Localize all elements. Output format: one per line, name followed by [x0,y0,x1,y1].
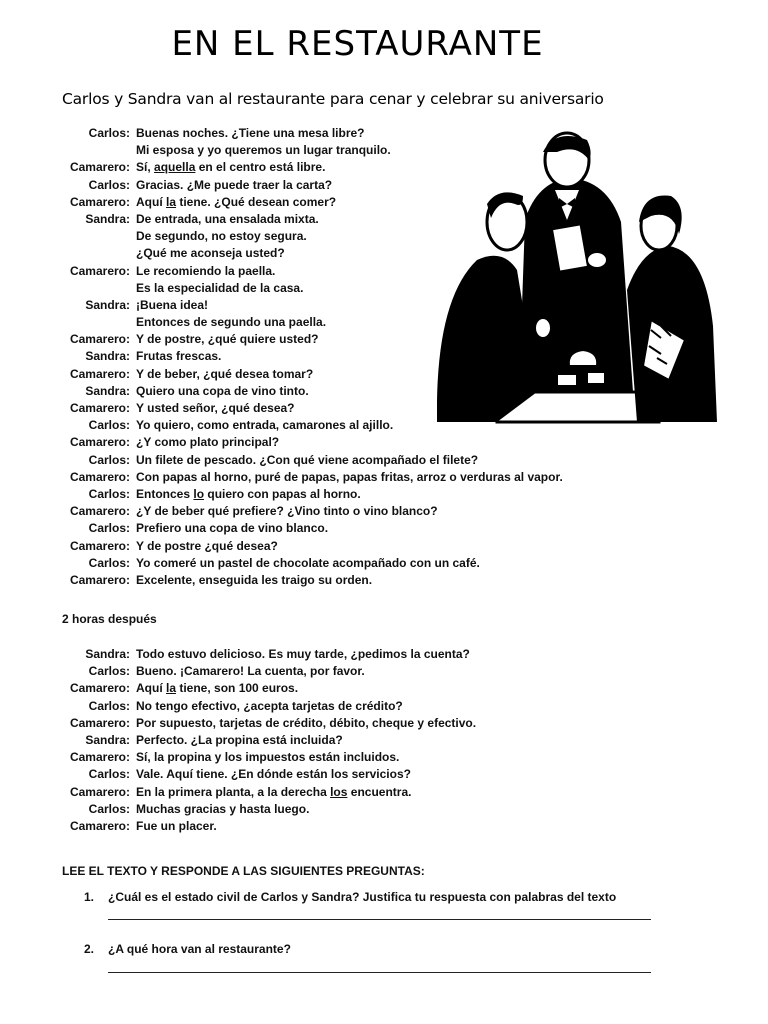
dialog-text: Entonces de segundo una paella. [136,315,327,330]
speaker-label: Camarero: [69,435,130,450]
speaker-label: Sandra: [85,211,130,226]
dialog-text: Le recomiendo la paella. [136,263,276,278]
dialog-text: ¿Y de beber qué prefiere? ¿Vino tinto o vino blanco? [136,504,438,519]
speaker-label: Carlos: [88,486,130,501]
speaker-label: Sandra: [85,732,130,747]
speaker-label: Camarero: [69,784,130,799]
dialog-text [136,486,361,503]
underlined-pronoun: aquella [154,160,196,175]
dialog-text-part: Aquí [136,194,166,209]
speaker-label: Carlos: [88,698,130,713]
dialog-text: De entrada, una ensalada mixta. [136,211,319,226]
dialog-line [58,555,618,572]
dialog-text: Vale. Aquí tiene. ¿En dónde están los servicios? [136,767,411,782]
dialog-text-part: quiero con papas al horno. [204,486,361,501]
dialog-text: Todo estuvo delicioso. Es muy tarde, ¿pedimos la cuenta? [136,647,470,661]
dialog-text: Y de beber, ¿qué desea tomar? [136,366,314,381]
speaker-label: Camarero: [69,366,130,381]
dialog-text: Prefiero una copa de vino blanco. [136,521,329,536]
speaker-label: Carlos: [88,418,130,433]
dialog-text: Gracias. ¿Me puede traer la carta? [136,177,333,192]
dialog-text: De segundo, no estoy segura. [136,229,307,244]
instructions-heading: LEE EL TEXTO Y RESPONDE A LAS SIGUIENTES PREGUNTAS: [62,864,425,878]
dialog-text-part: En la primera planta, a la derecha [136,784,331,799]
dialog-text-part: Aquí [136,681,166,696]
question-number: 1. [84,890,95,904]
dialog-text [136,680,298,697]
dialog-text [136,194,336,211]
dialog-line [58,680,618,697]
underlined-pronoun: la [166,681,177,696]
dialog-text: ¿Qué me aconseja usted? [136,246,285,261]
dialog-line [58,572,618,589]
speaker-label: Carlos: [88,126,130,140]
dialog-text: Mi esposa y yo queremos un lugar tranquilo. [136,143,391,158]
dialog-text: Con papas al horno, puré de papas, papas fritas, arroz o verduras al vapor. [136,469,563,484]
dialog-text: Un filete de pescado. ¿Con qué viene acompañado el filete? [136,452,479,467]
dialog-text: Bueno. ¡Camarero! La cuenta, por favor. [136,664,365,679]
dialog-text: No tengo efectivo, ¿acepta tarjetas de crédito? [136,698,403,713]
underlined-pronoun: los [330,784,348,799]
speaker-label: Carlos: [88,664,130,679]
page-title: EN EL RESTAURANTE [171,24,544,64]
speaker-label: Camarero: [69,715,130,730]
speaker-label: Camarero: [69,681,130,696]
dialog-line [58,663,618,680]
speaker-label: Camarero: [69,538,130,553]
dialog-line [58,784,618,801]
speaker-label: Carlos: [88,452,130,467]
dialog-text: Buenas noches. ¿Tiene una mesa libre? [136,126,365,140]
dialog-line [58,766,618,783]
speaker-label: Camarero: [69,818,130,833]
dialog-line [58,486,618,503]
speaker-label: Camarero: [69,401,130,415]
question-number: 2. [84,942,95,956]
dialog-line [58,646,618,663]
dialog-text-part: tiene, son 100 euros. [176,681,299,696]
speaker-label: Camarero: [69,332,130,347]
speaker-label: Sandra: [85,349,130,364]
dialog-line [58,503,618,520]
dialog-line [58,715,618,732]
dialog-text: Perfecto. ¿La propina está incluida? [136,732,343,747]
speaker-label: Camarero: [69,160,130,175]
speaker-label: Sandra: [85,383,130,398]
dialog-text-part: Sí, [136,160,155,175]
underlined-pronoun: lo [193,486,205,501]
dialog-line [58,469,618,486]
dialog-text: Excelente, enseguida les traigo su orden. [136,572,373,587]
dialog-line [58,801,618,818]
dialog-line [58,749,618,766]
dialog-text: Fue un placer. [136,818,217,833]
dialog-text: Por supuesto, tarjetas de crédito, débito, cheque y efectivo. [136,715,477,730]
dialog-text-part: en el centro está libre. [195,160,326,175]
dialog-text: ¡Buena idea! [136,297,209,312]
dialog-text-part: encuentra. [347,784,412,799]
dialog-text: Y de postre ¿qué desea? [136,538,278,553]
dialog-line [58,452,618,469]
speaker-label: Camarero: [69,572,130,587]
dialog-text: Muchas gracias y hasta luego. [136,801,310,816]
dialog-text [136,159,325,176]
dialog-text: Quiero una copa de vino tinto. [136,383,309,398]
speaker-label: Camarero: [69,194,130,209]
dialog-line [58,538,618,555]
restaurant-scene-illustration [437,130,717,426]
dialog-text-part: Entonces [136,486,194,501]
question-text: ¿Cuál es el estado civil de Carlos y Sandra? Justifica tu respuesta con palabras del texto [108,890,617,904]
dialog-text: Es la especialidad de la casa. [136,280,304,295]
dialog-line [58,520,618,537]
dialog-text [136,784,411,801]
answer-line-2[interactable] [108,958,651,973]
dialog-text-part: tiene. ¿Qué desean comer? [176,194,337,209]
dialog-text: ¿Y como plato principal? [136,435,280,450]
section-heading-time: 2 horas después [62,612,157,626]
speaker-label: Carlos: [88,521,130,536]
speaker-label: Camarero: [69,263,130,278]
dialog-part-2 [58,646,618,835]
dialog-text: Frutas frescas. [136,349,222,364]
dialog-text: Y usted señor, ¿qué desea? [136,401,295,415]
speaker-label: Carlos: [88,801,130,816]
dialog-text: Yo comeré un pastel de chocolate acompañado con un café. [136,555,480,570]
question-1 [84,890,616,904]
speaker-label: Carlos: [88,767,130,782]
speaker-label: Camarero: [69,750,130,765]
dialog-line [58,434,618,451]
question-2 [84,942,291,956]
dialog-text: Yo quiero, como entrada, camarones al ajillo. [136,418,394,433]
speaker-label: Camarero: [69,469,130,484]
speaker-label: Carlos: [88,555,130,570]
underlined-pronoun: la [166,194,177,209]
speaker-label: Sandra: [85,647,130,661]
dialog-line [58,698,618,715]
answer-line-1[interactable] [108,905,651,920]
dialog-text: Y de postre, ¿qué quiere usted? [136,332,319,347]
dialog-line [58,732,618,749]
speaker-label: Sandra: [85,297,130,312]
speaker-label: Carlos: [88,177,130,192]
question-text: ¿A qué hora van al restaurante? [108,942,291,956]
page-subtitle: Carlos y Sandra van al restaurante para cenar y celebrar su aniversario [62,90,604,108]
dialog-text: Sí, la propina y los impuestos están incluidos. [136,750,400,765]
speaker-label: Camarero: [69,504,130,519]
dialog-line [58,818,618,835]
